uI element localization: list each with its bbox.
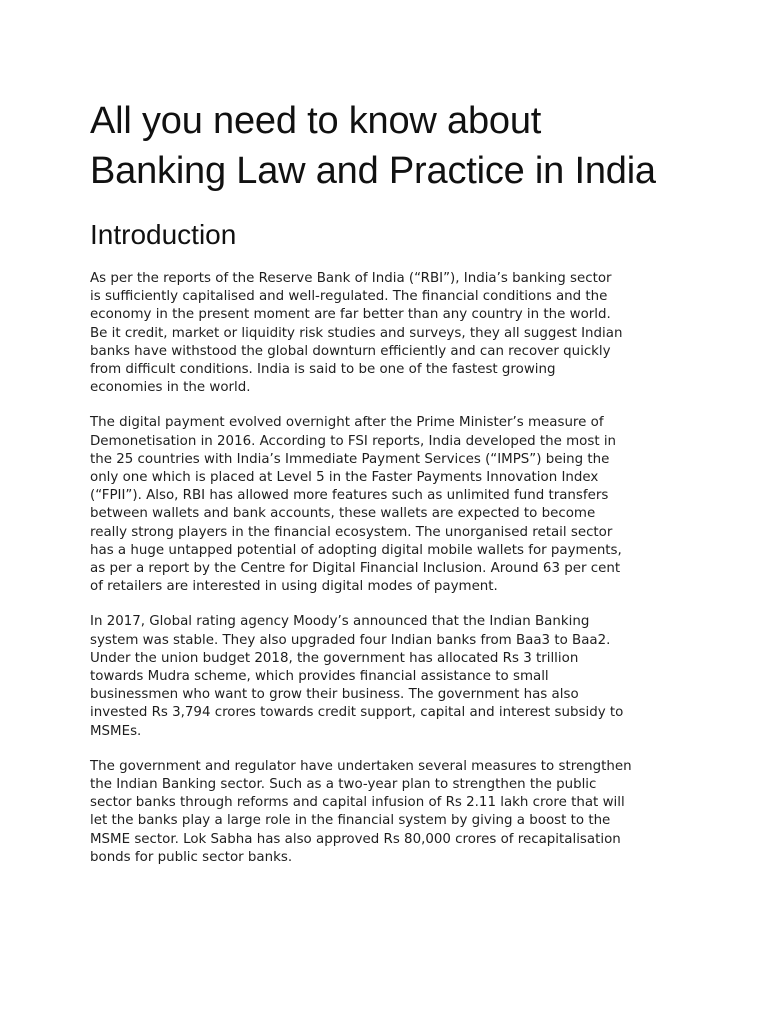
section-heading-introduction: Introduction xyxy=(90,219,237,250)
paragraph-digital-payment: The digital payment evolved overnight after the Prime Minister’s measure of Demonetisation in 2016. According to FSI reports, India developed the most in the 25 countries with India’s Immediate Payment Services (“IMPS”) being the only one which is placed at Level 5 in the Faster Payments Innovation Index (“FPII”). Also, RBI has allowed more features such as unlimited fund transfers between wallets and bank accounts, these wallets are expected to become really strong players in the financial ecosystem. The unorganised retail sector has a huge untapped potential of adopting digital mobile wallets for payments, as per a report by the Centre for Digital Financial Inclusion. Around 63 per cent of retailers are interested in using digital modes of payment. xyxy=(90,415,622,595)
paragraph-rbi-report: As per the reports of the Reserve Bank of India (“RBI”), India’s banking sector is sufficiently capitalised and well-regulated. The financial conditions and the economy in the present moment are far better than any country in the world. Be it credit, market or liquidity risk studies and surveys, they all suggest Indian banks have withstood the global downturn efficiently and can recover quickly from difficult conditions. India is said to be one of the fastest growing economies in the world. xyxy=(90,271,623,396)
page-title: All you need to know about Banking Law and Practice in India xyxy=(90,100,656,192)
paragraph-government-measures: The government and regulator have undertaken several measures to strengthen the Indian Banking sector. Such as a two-year plan to strengthen the public sector banks through reforms and capital infusion of Rs 2.11 lakh crore that will let the banks play a large role in the financial system by giving a boost to the MSME sector. Lok Sabha has also approved Rs 80,000 crores of recapitalisation bonds for public sector banks. xyxy=(90,758,632,865)
paragraph-moodys-rating: In 2017, Global rating agency Moody’s announced that the Indian Banking system was stable. They also upgraded four Indian banks from Baa3 to Baa2. Under the union budget 2018, the government has allocated Rs 3 trillion towards Mudra scheme, which provides financial assistance to small businessmen who want to grow their business. The government has also invested Rs 3,794 crores towards credit support, capital and interest subsidy to MSMEs. xyxy=(90,614,624,739)
document-page xyxy=(90,96,680,884)
